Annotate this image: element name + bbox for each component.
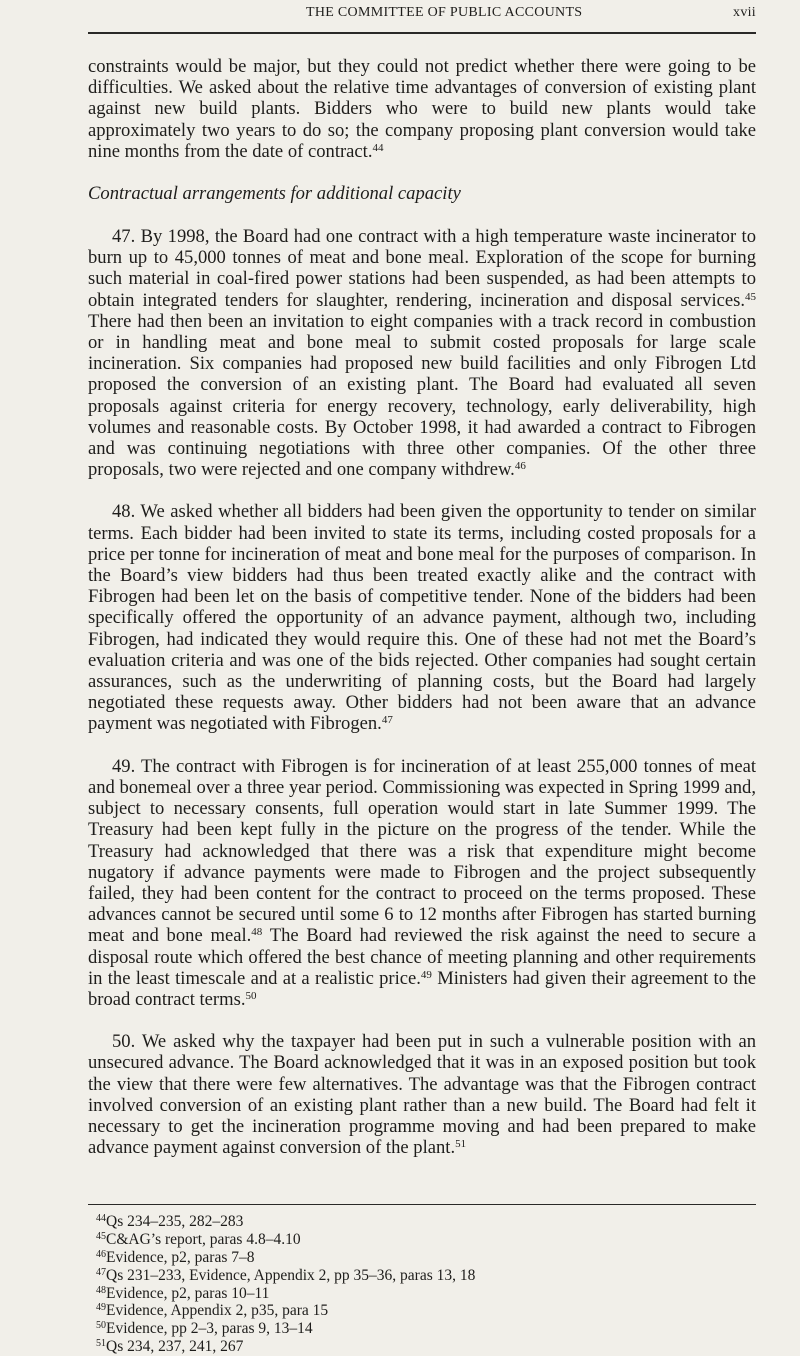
- paragraph-text: The Board had reviewed the risk against the need to secure a disposal route which offered the best chance of meeting planning and other requirements in the least timescale and at a realistic price.: [88, 925, 756, 989]
- footnote-number: 46: [96, 1248, 106, 1260]
- paragraph-47: [88, 226, 756, 480]
- footnote-text: Qs 234, 237, 241, 267: [106, 1337, 244, 1355]
- paragraph-text: 50. We asked why the taxpayer had been put in such a vulnerable position with an unsecured advance. The Board acknowledged that it was in an exposed position but took the view that there were few alternatives. The advantage was that the Fibrogen contract involved conversion of an existing plant rather than a new build. The Board had felt it necessary to get the incineration programme moving and had been prepared to make advance payment against conversion of the plant.: [88, 1031, 756, 1159]
- footnote-ref: 46: [514, 460, 526, 473]
- paragraph-text: Ministers had given their agreement to the broad contract terms.: [88, 967, 756, 1010]
- footnote-text: Qs 231–233, Evidence, Appendix 2, pp 35–36, paras 13, 18: [106, 1266, 476, 1284]
- footnote-ref: 49: [420, 968, 432, 981]
- footnote-number: 50: [96, 1320, 106, 1332]
- paragraph-text: 47. By 1998, the Board had one contract with a high temperature waste incinerator to burn up to 45,000 tonnes of meat and bone meal. Exploration of the scope for burning such material in coal-fired power stations had been suspended, as had been attempts to obtain integrated tenders for slaughter, rendering, incineration and disposal services.: [88, 226, 756, 311]
- paragraph-48: [88, 501, 756, 734]
- footnote: [96, 1267, 756, 1285]
- paragraph-text: 48. We asked whether all bidders had been given the opportunity to tender on similar terms. Each bidder had been invited to state its terms, including costed proposals for a price per tonne for incineration of meat and bone meal for the purposes of comparison. In the Board’s view bidders had thus been treated exactly alike and the contract with Fibrogen had been let on the basis of competitive tender. None of the bidders had been specifically offered the opportunity of an advance payment, although two, including Fibrogen, had indicated they would require this. One of these had not met the Board’s evaluation criteria and was one of the bids rejected. Other companies had sought certain assurances, such as the underwriting of planning costs, but the Board had largely negotiated these requests away. Other bidders had not been aware that an advance payment was negotiated with Fibrogen.: [88, 501, 756, 735]
- footnote-ref: 44: [372, 141, 384, 154]
- footnote: [96, 1302, 756, 1320]
- running-title: THE COMMITTEE OF PUBLIC ACCOUNTS: [306, 5, 583, 20]
- footnotes: [88, 1213, 756, 1355]
- footnote: [96, 1213, 756, 1231]
- paragraph-text: There had then been an invitation to eight companies with a track record in combustion or in handling meat and bone meal to submit costed proposals for large scale incineration. Six companies had proposed new build facilities and only Fibrogen Ltd proposed the conversion of an existing plant. The Board had evaluated all seven proposals against criteria for energy recovery, technology, early deliverability, high volumes and reasonable costs. By October 1998, it had awarded a contract to Fibrogen and was continuing negotiations with three other companies. Of the other three proposals, two were rejected and one company withdrew.: [88, 310, 756, 481]
- footnote-text: Qs 234–235, 282–283: [106, 1213, 244, 1231]
- paragraph-text: constraints would be major, but they could not predict whether there were going to be difficulties. We asked about the relative time advantages of conversion of existing plant against new build plants. Bidders who were to build new plants would take approximately two years to do so; the company proposing plant conversion would take nine months from the date of contract.: [88, 56, 756, 162]
- footnote: [96, 1285, 756, 1303]
- footnote-ref: 51: [455, 1138, 467, 1151]
- footnote-number: 44: [96, 1213, 106, 1225]
- footnote: [96, 1320, 756, 1338]
- footnote-text: Evidence, p2, paras 10–11: [106, 1284, 270, 1302]
- footnote-ref: 47: [381, 714, 393, 727]
- footnote-number: 49: [96, 1302, 106, 1314]
- footnote: [96, 1338, 756, 1356]
- footnote-text: Evidence, Appendix 2, p35, para 15: [106, 1302, 329, 1320]
- footnote-text: Evidence, p2, paras 7–8: [106, 1248, 255, 1266]
- header-rule: [88, 32, 756, 34]
- footnote-number: 48: [96, 1284, 106, 1296]
- paragraph-46-continued: [88, 56, 756, 162]
- footnote-number: 51: [96, 1337, 106, 1349]
- paragraph-50: [88, 1031, 756, 1158]
- page-number: xvii: [733, 5, 756, 20]
- footnote-text: Evidence, pp 2–3, paras 9, 13–14: [106, 1320, 313, 1338]
- footnote-text: C&AG’s report, paras 4.8–4.10: [106, 1231, 301, 1249]
- footnote-ref: 45: [745, 290, 756, 303]
- running-header: [88, 0, 756, 32]
- footnote-number: 45: [96, 1231, 106, 1243]
- paragraph-49: [88, 756, 756, 1010]
- footnote-rule: [88, 1204, 756, 1205]
- section-heading: Contractual arrangements for additional capacity: [88, 183, 461, 205]
- footnote-ref: 50: [245, 989, 257, 1002]
- footnote: [96, 1231, 756, 1249]
- footnote-ref: 48: [251, 926, 263, 939]
- footnote: [96, 1249, 756, 1267]
- footnote-number: 47: [96, 1266, 106, 1278]
- paragraph-text: 49. The contract with Fibrogen is for incineration of at least 255,000 tonnes of meat and bonemeal over a three year period. Commissioning was expected in Spring 1999 and, subject to necessary consents, full operation would start in late Summer 1999. The Treasury had been kept fully in the picture on the progress of the tender. While the Treasury had acknowledged that there was a risk that expenditure might become nugatory if advance payments were made to Fibrogen and the project subsequently failed, they had been content for the contract to proceed on the terms proposed. These advances cannot be secured until some 6 to 12 months after Fibrogen has started burning meat and bone meal.: [88, 755, 756, 947]
